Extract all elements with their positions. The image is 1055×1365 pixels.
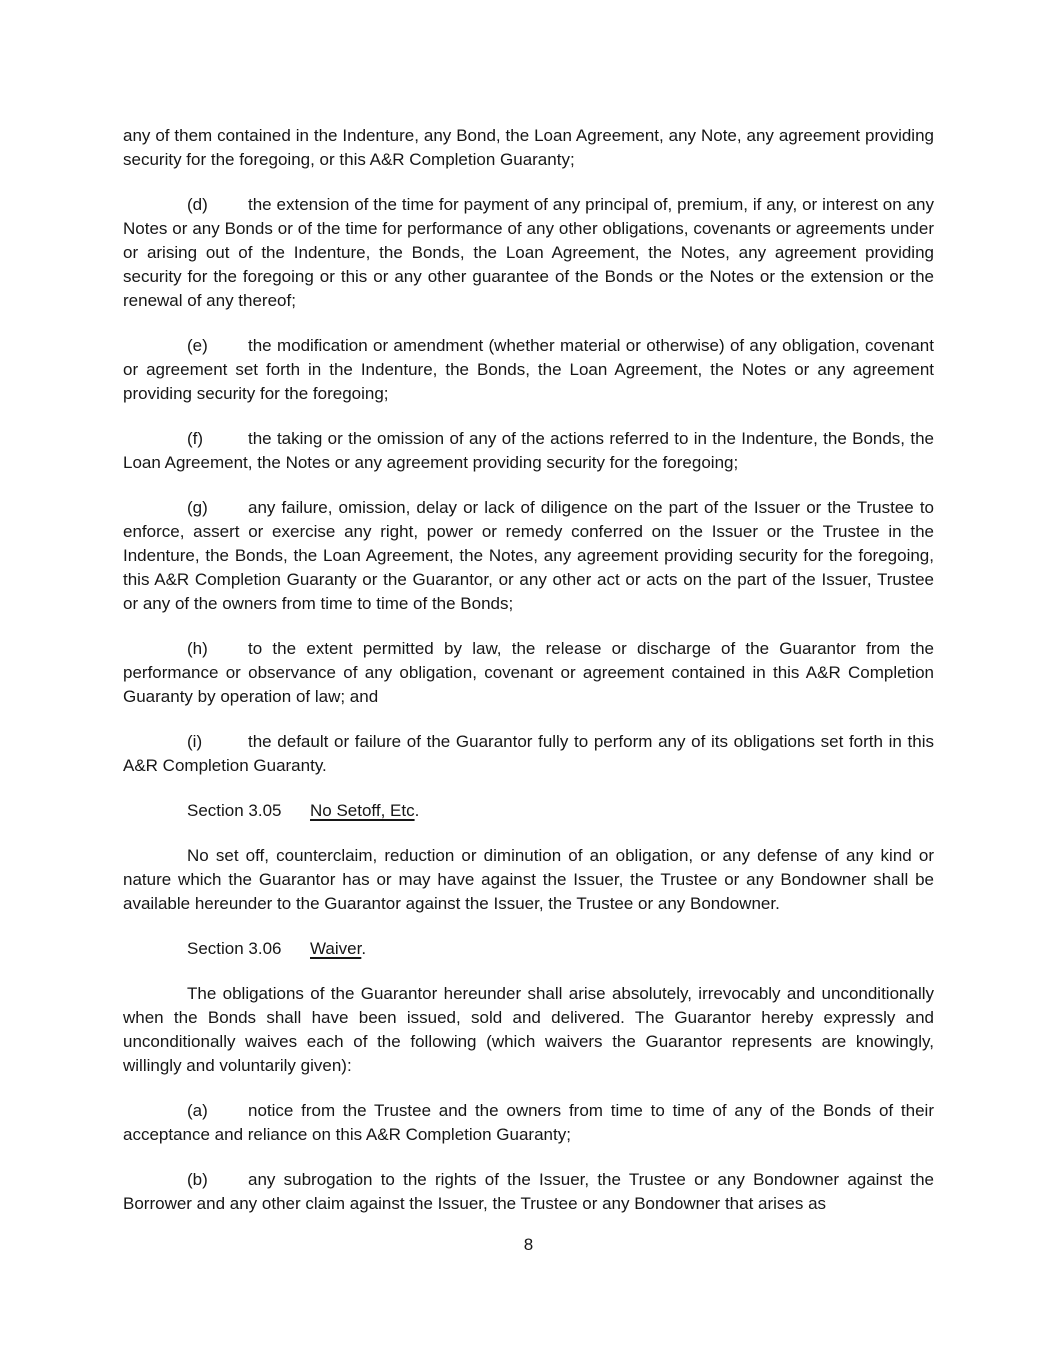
paragraph-text: The obligations of the Guarantor hereunder shall arise absolutely, irrevocably and unconditionally when the Bonds shall have been issued, sold and delivered. The Guarantor hereby expressly and unconditionally waives each of the following (which waivers the Guarantor represents are knowingly, willingly and voluntarily given): xyxy=(123,984,934,1075)
clause-label: (b) xyxy=(187,1170,208,1189)
clause-paragraph-a xyxy=(123,1099,934,1147)
section-title-period: . xyxy=(361,939,367,958)
clause-text: any failure, omission, delay or lack of diligence on the part of the Issuer or the Trustee to enforce, assert or exercise any right, power or remedy conferred on the Issuer or the Trustee in the Indenture, the Bonds, the Loan Agreement, the Notes, any agreement providing security for the foregoing, this A&R Completion Guaranty or the Guarantor, or any other act or acts on the part of the Issuer, Trustee or any of the owners from time to time of the Bonds; xyxy=(123,498,934,613)
clause-paragraph-d xyxy=(123,193,934,313)
paragraph-text: No set off, counterclaim, reduction or diminution of an obligation, or any defense of any kind or nature which the Guarantor has or may have against the Issuer, the Trustee or any Bondowner shall be available hereunder to the Guarantor against the Issuer, the Trustee or any Bondowner. xyxy=(123,846,934,913)
clause-text: any subrogation to the rights of the Issuer, the Trustee or any Bondowner against the Borrower and any other claim against the Issuer, the Trustee or any Bondowner that arises as xyxy=(123,1170,934,1213)
clause-label: (f) xyxy=(187,429,204,448)
clause-paragraph-g xyxy=(123,496,934,616)
section-number: Section 3.06 xyxy=(187,939,282,958)
clause-label: (g) xyxy=(187,498,208,517)
clause-paragraph-f xyxy=(123,427,934,475)
section-title: No Setoff, Etc xyxy=(310,801,415,820)
clause-text: the extension of the time for payment of any principal of, premium, if any, or interest on any Notes or any Bonds or of the time for performance of any other obligations, covenants or agreements under or arising out of the Indenture, the Bonds, the Loan Agreement, the Notes, any agreement providing security for the foregoing or this or any other guarantee of the Bonds or the Notes or the extension or the renewal of any thereof; xyxy=(123,195,934,310)
clause-label: (a) xyxy=(187,1101,208,1120)
clause-label: (i) xyxy=(187,732,203,751)
intro-paragraph xyxy=(123,124,934,172)
clause-paragraph-b xyxy=(123,1168,934,1216)
clause-text: the modification or amendment (whether material or otherwise) of any obligation, covenant or agreement set forth in the Indenture, the Bonds, the Loan Agreement, the Notes or any agreement providing security for the foregoing; xyxy=(123,336,934,403)
clause-paragraph-h xyxy=(123,637,934,709)
section-heading-305 xyxy=(123,799,934,823)
section-number: Section 3.05 xyxy=(187,801,282,820)
section-title: Waiver xyxy=(310,939,362,958)
clause-label: (h) xyxy=(187,639,208,658)
section-305-body xyxy=(123,844,934,916)
clause-text: to the extent permitted by law, the release or discharge of the Guarantor from the performance or observance of any obligation, covenant or agreement contained in this A&R Completion Guaranty by operation of law; and xyxy=(123,639,934,706)
intro-text: any of them contained in the Indenture, any Bond, the Loan Agreement, any Note, any agreement providing security for the foregoing, or this A&R Completion Guaranty; xyxy=(123,126,934,169)
section-title-period: . xyxy=(414,801,420,820)
section-306-body xyxy=(123,982,934,1078)
page-number: 8 xyxy=(523,1235,534,1254)
clause-text: notice from the Trustee and the owners from time to time of any of the Bonds of their acceptance and reliance on this A&R Completion Guaranty; xyxy=(123,1101,934,1144)
section-heading-306 xyxy=(123,937,934,961)
clause-paragraph-i xyxy=(123,730,934,778)
clause-text: the default or failure of the Guarantor fully to perform any of its obligations set forth in this A&R Completion Guaranty. xyxy=(123,732,934,775)
clause-text: the taking or the omission of any of the actions referred to in the Indenture, the Bonds, the Loan Agreement, the Notes or any agreement providing security for the foregoing; xyxy=(123,429,934,472)
clause-label: (e) xyxy=(187,336,208,355)
clause-label: (d) xyxy=(187,195,208,214)
clause-paragraph-e xyxy=(123,334,934,406)
